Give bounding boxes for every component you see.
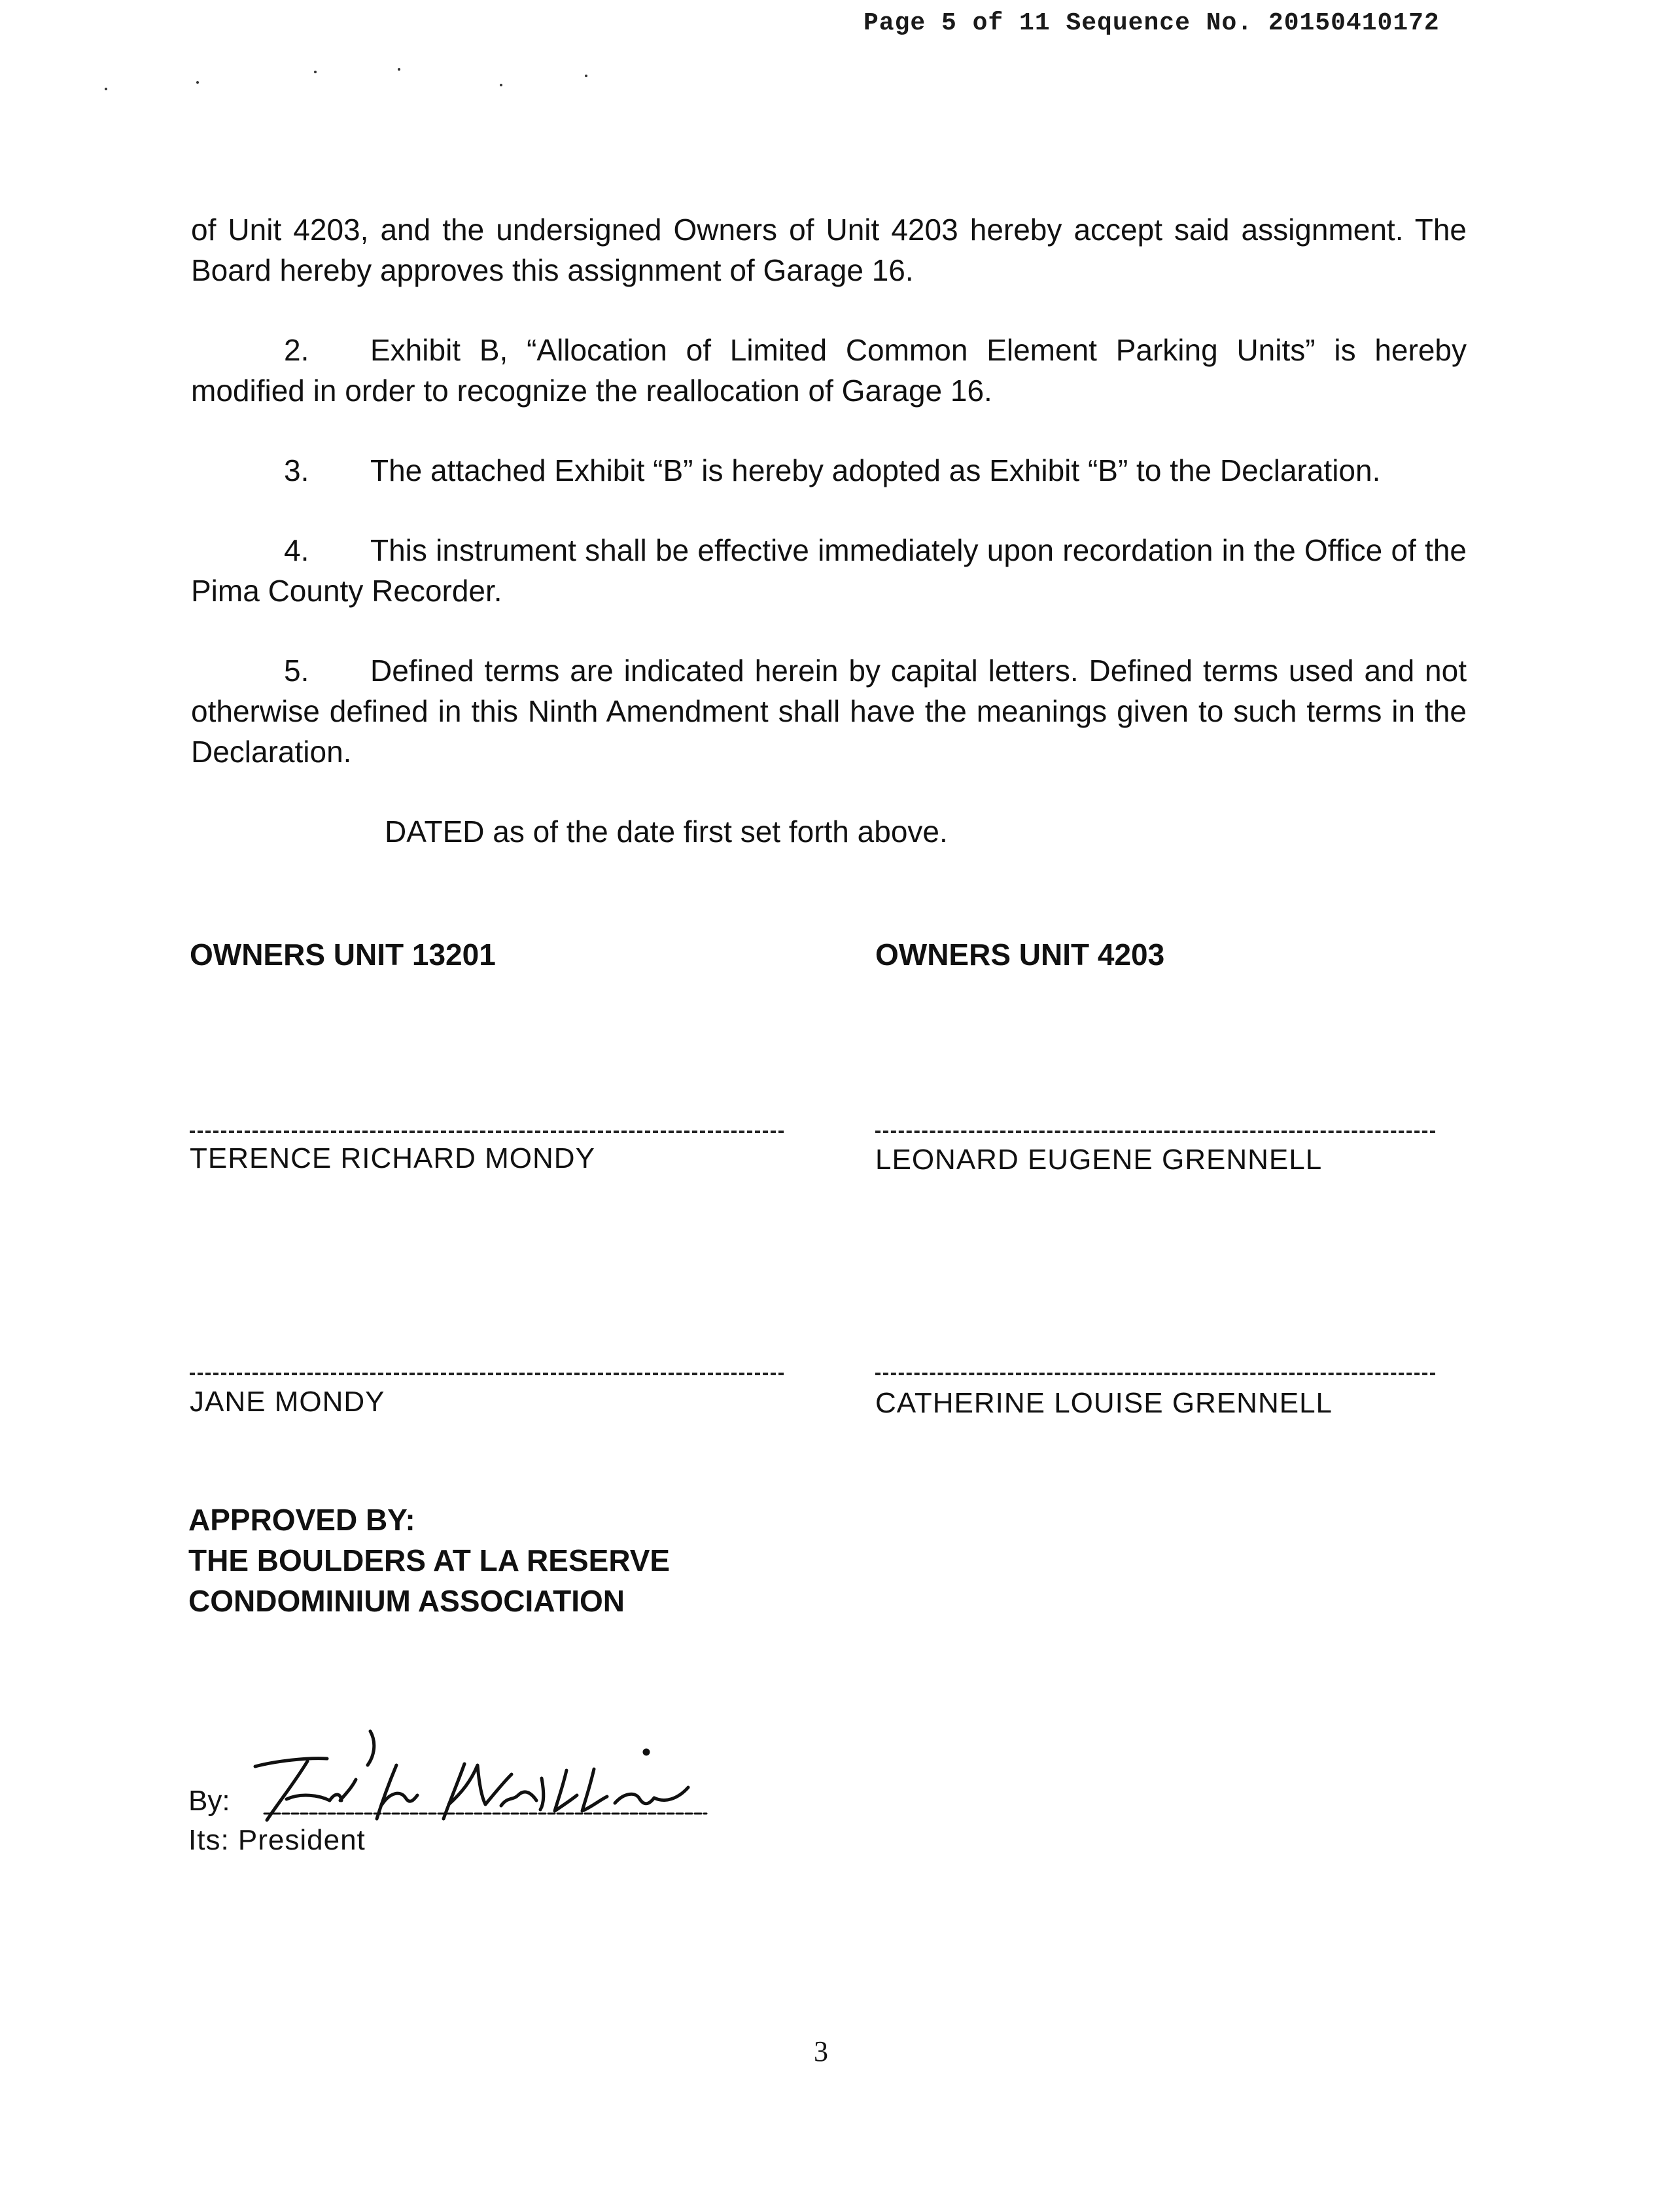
page-sequence-header: Page 5 of 11 Sequence No. 20150410172 xyxy=(863,9,1440,37)
owners-left-heading: OWNERS UNIT 13201 xyxy=(190,938,496,972)
document-body xyxy=(191,209,1467,852)
item-text: Defined terms are indicated herein by capital letters. Defined terms used and not otherwise defined in this Ninth Amendment shall have the meanings given to such terms in the Declaration. xyxy=(191,654,1467,769)
approval-block xyxy=(188,1500,670,1621)
intro-paragraph: of Unit 4203, and the undersigned Owners of Unit 4203 hereby accept said assignment. The Board hereby approves this assignment of Garage 16. xyxy=(191,213,1467,287)
item-text: Exhibit B, “Allocation of Limited Common Element Parking Units” is hereby modified in order to recognize the reallocation of Garage 16. xyxy=(191,333,1467,408)
signer-name: JANE MONDY xyxy=(190,1386,385,1418)
signature-line xyxy=(190,1373,784,1375)
item-text: This instrument shall be effective immediately upon recordation in the Office of the Pima County Recorder. xyxy=(191,533,1467,608)
dated-line: DATED as of the date first set forth above. xyxy=(385,815,948,849)
item-paragraph-2 xyxy=(191,330,1467,411)
handwritten-signature xyxy=(249,1727,720,1825)
signature-line xyxy=(875,1131,1435,1133)
item-number: 4. xyxy=(284,533,309,567)
signer-name: LEONARD EUGENE GRENNELL xyxy=(875,1144,1323,1176)
item-paragraph-5 xyxy=(191,650,1467,772)
item-text: The attached Exhibit “B” is hereby adopted as Exhibit “B” to the Declaration. xyxy=(370,453,1381,487)
item-number: 2. xyxy=(284,333,309,367)
signature-line xyxy=(190,1131,784,1133)
item-paragraph-4 xyxy=(191,530,1467,611)
approval-line: CONDOMINIUM ASSOCIATION xyxy=(188,1584,625,1618)
signer-name: CATHERINE LOUISE GRENNELL xyxy=(875,1387,1333,1419)
owners-right-heading: OWNERS UNIT 4203 xyxy=(875,938,1165,972)
page-number: 3 xyxy=(814,2035,828,2067)
item-paragraph-3 xyxy=(191,450,1467,491)
approval-line: THE BOULDERS AT LA RESERVE xyxy=(188,1543,671,1577)
item-number: 5. xyxy=(284,654,309,688)
approval-line: APPROVED BY: xyxy=(188,1503,415,1537)
signature-line xyxy=(875,1373,1435,1375)
its-title: Its: President xyxy=(188,1824,366,1856)
item-number: 3. xyxy=(284,453,309,487)
signer-name: TERENCE RICHARD MONDY xyxy=(190,1142,595,1174)
by-label: By: xyxy=(188,1785,230,1817)
